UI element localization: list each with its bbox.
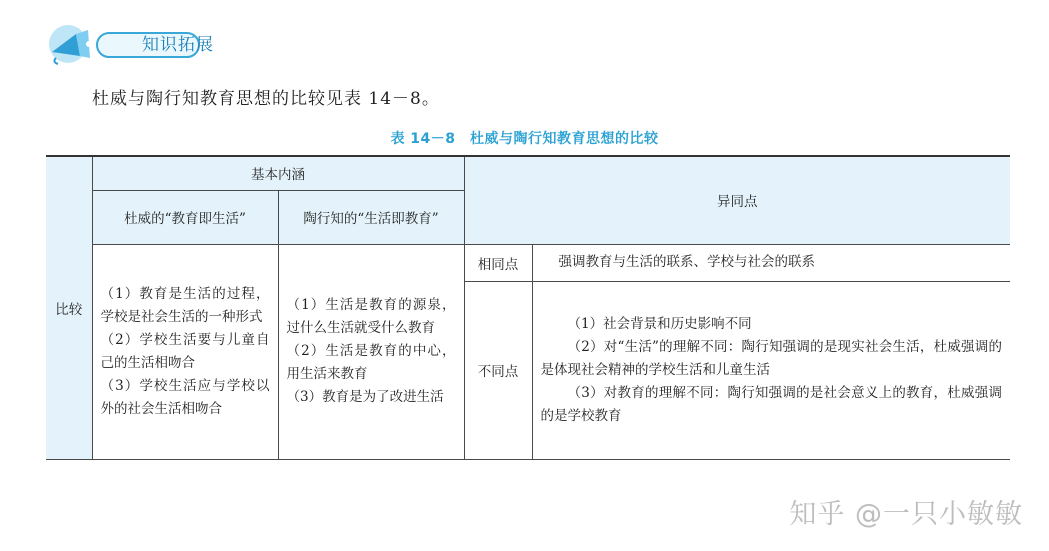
diff-header-cell bbox=[464, 156, 1010, 244]
tao-header-label: 陶行知的“生活即教育” bbox=[303, 211, 439, 227]
row-header-label: 比较 bbox=[55, 301, 83, 318]
row-header-cell bbox=[46, 156, 92, 459]
tao-point: （2）生活是教育的中心，用生活来教育 bbox=[286, 343, 456, 382]
tao-header-cell bbox=[278, 190, 464, 244]
table-caption: 表 14－8 杜威与陶行知教育思想的比较 bbox=[390, 131, 659, 147]
similar-label-cell bbox=[464, 244, 532, 281]
section-badge bbox=[46, 22, 214, 66]
dewey-point: （3）学校生活应与学校以外的社会生活相吻合 bbox=[100, 377, 270, 417]
different-text-cell bbox=[532, 281, 1010, 459]
similar-text-cell bbox=[532, 244, 1010, 281]
similar-text: 强调教育与生活的联系、学校与社会的联系 bbox=[558, 254, 815, 270]
different-point: （2）对“生活”的理解不同：陶行知强调的是现实社会生活，杜威强调的是体现社会精神的学校生活和儿童生活 bbox=[540, 338, 1002, 378]
dewey-header-cell bbox=[92, 190, 278, 244]
comparison-table bbox=[46, 155, 1010, 460]
tao-point: （1）生活是教育的源泉，过什么生活就受什么教育 bbox=[286, 297, 456, 336]
dewey-header-label: 杜威的“教育即生活” bbox=[124, 211, 246, 227]
watermark: 知乎 @一只小敏敏 bbox=[789, 499, 1023, 530]
tao-points-cell bbox=[278, 244, 464, 459]
similar-label: 相同点 bbox=[477, 256, 519, 273]
badge-label: 知识拓展 bbox=[96, 32, 200, 58]
different-point: （3）对教育的理解不同：陶行知强调的是社会意义上的教育，杜威强调的是学校教育 bbox=[540, 384, 1002, 424]
different-label-cell bbox=[464, 281, 532, 459]
group-header-cell bbox=[92, 156, 464, 190]
similar-row bbox=[46, 244, 1010, 281]
tao-point: （3）教育是为了改进生活 bbox=[286, 389, 444, 405]
different-label: 不同点 bbox=[477, 364, 519, 380]
group-header-label: 基本内涵 bbox=[251, 167, 305, 184]
dewey-point: （1）教育是生活的过程，学校是社会生活的一种形式 bbox=[100, 285, 270, 325]
diff-header-label: 异同点 bbox=[717, 194, 758, 211]
intro-text: 杜威与陶行知教育思想的比较见表 14－8。 bbox=[92, 89, 440, 109]
header-row-1 bbox=[46, 156, 1010, 190]
dewey-points-cell bbox=[92, 244, 278, 459]
different-point: （1）社会背景和历史影响不同 bbox=[567, 315, 752, 332]
dewey-point: （2）学校生活要与儿童自己的生活相吻合 bbox=[100, 331, 270, 371]
